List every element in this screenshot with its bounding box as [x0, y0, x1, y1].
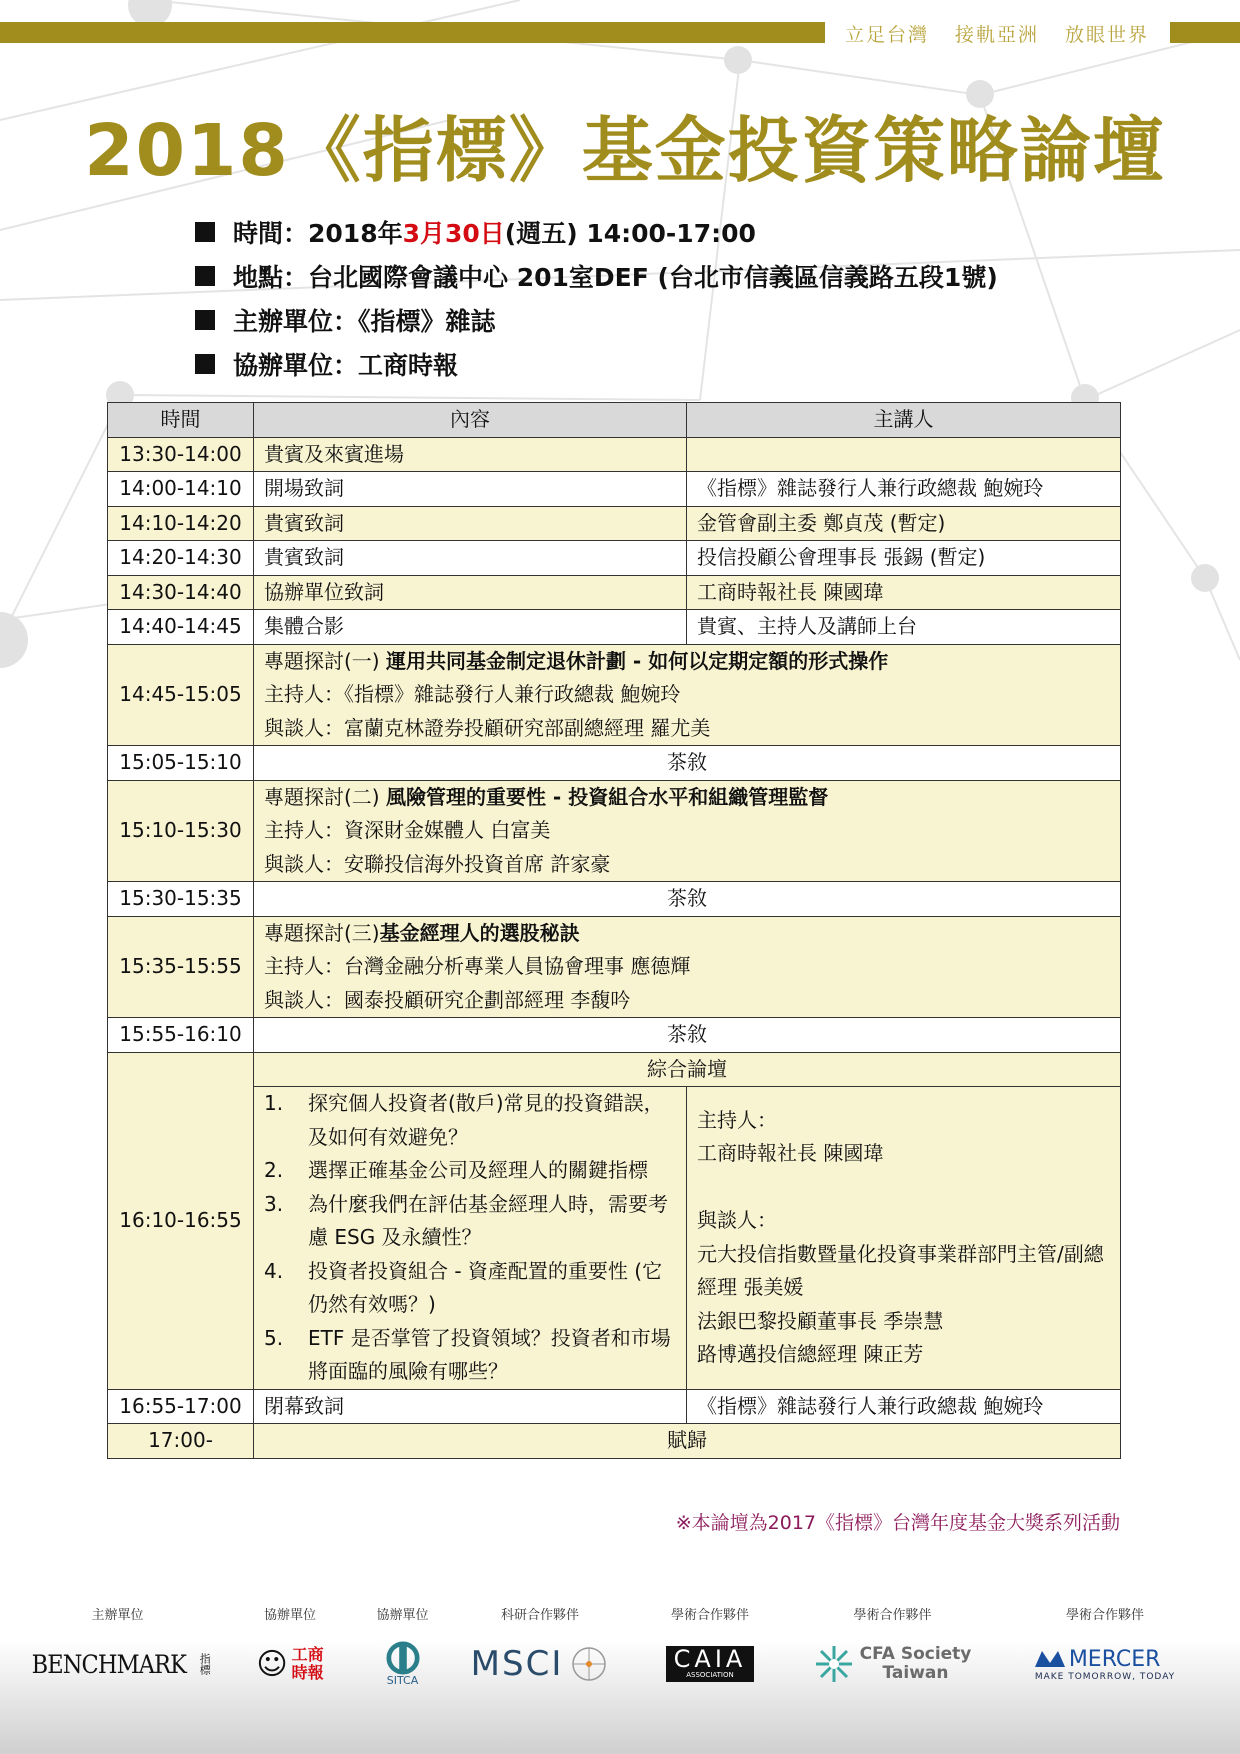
row-time: 16:55-17:00 — [108, 1389, 254, 1424]
table-row-break — [108, 746, 1121, 781]
panel-2-panelist: 與談人：安聯投信海外投資首席 許家豪 — [264, 851, 611, 876]
square-bullet-icon — [195, 266, 215, 286]
header-content: 內容 — [254, 403, 687, 438]
forum-host: 工商時報社長 陳國瑋 — [697, 1141, 884, 1166]
panel-3-host: 主持人：台灣金融分析專業人員協會理事 應德輝 — [264, 954, 691, 978]
partner-ctee — [240, 1605, 340, 1687]
table-row — [108, 541, 1121, 576]
msci-logo — [460, 1641, 620, 1687]
panel-2-topic — [264, 781, 1110, 815]
panel-prefix: 專題探討(三) — [264, 920, 380, 945]
partner-mercer — [1005, 1605, 1205, 1687]
row-content: 貴賓及來賓進場 — [254, 437, 687, 472]
table-row-panel-3 — [108, 916, 1121, 1018]
logo-text: BENCHMARK — [31, 1649, 186, 1679]
partner-msci — [460, 1605, 620, 1687]
table-row-closing — [108, 1389, 1121, 1424]
table-row-forum-body — [108, 1087, 1121, 1390]
row-time: 15:35-15:55 — [108, 916, 254, 1018]
square-bullet-icon — [195, 310, 215, 330]
table-row-panel-1 — [108, 644, 1121, 746]
table-row-break — [108, 882, 1121, 917]
row-content: 貴賓致詞 — [254, 506, 687, 541]
time-date: 3月30日 — [402, 219, 505, 248]
question-text: 探究個人投資者(散戶)常見的投資錯誤，及如何有效避免？ — [308, 1091, 664, 1149]
row-speaker: 《指標》雜誌發行人兼行政總裁 鮑婉玲 — [687, 472, 1121, 507]
panel-topic: 運用共同基金制定退休計劃 - 如何以定期定額的形式操作 — [385, 648, 889, 673]
panel-1-host: 主持人：《指標》雜誌發行人兼行政總裁 鮑婉玲 — [264, 682, 681, 706]
mercer-block — [1035, 1647, 1175, 1682]
info-time — [195, 210, 1095, 254]
cfa-starburst-icon — [814, 1644, 854, 1684]
partner-sitca — [360, 1605, 445, 1687]
partner-role: 協辦單位 — [376, 1608, 429, 1623]
partner-role: 學術合作夥伴 — [1065, 1608, 1144, 1623]
logo-subtext: ASSOCIATION — [686, 1671, 734, 1679]
info-organizer — [195, 298, 1095, 342]
panel-prefix: 專題探討(一) — [264, 648, 386, 673]
forum-panel-label: 與談人： — [697, 1208, 777, 1233]
panel-topic: 基金經理人的選股秘訣 — [379, 920, 580, 945]
forum-questions — [254, 1087, 687, 1390]
row-content: 貴賓致詞 — [254, 541, 687, 576]
forum-host-label: 主持人： — [697, 1107, 777, 1132]
co-organizer-text: 協辦單位：工商時報 — [233, 351, 459, 380]
footnote: ※本論壇為2017《指標》台灣年度基金大獎系列活動 — [675, 1512, 1120, 1534]
partner-role: 科研合作夥伴 — [500, 1608, 579, 1623]
time-year: 2018年 — [308, 219, 403, 248]
mascot-icon: ☺ — [256, 1646, 288, 1682]
row-time: 14:30-14:40 — [108, 575, 254, 610]
break-label: 茶敘 — [254, 882, 1121, 917]
break-label: 茶敘 — [254, 1018, 1121, 1053]
panel-2-cell — [254, 780, 1121, 882]
partner-benchmark — [30, 1605, 212, 1687]
logo-text: 工商 — [291, 1645, 324, 1664]
caia-box — [666, 1646, 755, 1682]
ctee-logo — [240, 1641, 340, 1687]
table-row-panel-2 — [108, 780, 1121, 882]
row-speaker: 金管會副主委 鄭貞茂 (暫定) — [687, 506, 1121, 541]
panel-3-panelist: 與談人：國泰投顧研究企劃部經理 李馥吟 — [264, 987, 631, 1012]
table-row — [108, 610, 1121, 645]
table-row-end — [108, 1424, 1121, 1459]
info-venue — [195, 254, 1095, 298]
list-item — [264, 1322, 676, 1389]
time-label: 時間： — [233, 219, 309, 248]
table-row — [108, 506, 1121, 541]
cfa-text — [860, 1645, 972, 1683]
question-number: 1. — [264, 1091, 284, 1115]
partner-role: 主辦單位 — [91, 1608, 144, 1623]
logo-subtext: MAKE TOMORROW, TODAY — [1034, 1671, 1176, 1682]
logo-text: CAIA — [673, 1645, 747, 1673]
time-hours: (週五) 14:00-17:00 — [504, 219, 756, 248]
header-bar-left — [0, 22, 825, 43]
mercer-logo — [1005, 1641, 1205, 1687]
table-row — [108, 437, 1121, 472]
partner-logos — [0, 1605, 1240, 1715]
row-content: 閉幕致詞 — [254, 1389, 687, 1424]
venue-text: 地點：台北國際會議中心 201室DEF (台北市信義區信義路五段1號) — [233, 263, 998, 292]
panel-2-host: 主持人：資深財金媒體人 白富美 — [264, 818, 551, 842]
row-time: 16:10-16:55 — [108, 1052, 254, 1389]
table-row — [108, 575, 1121, 610]
table-header-row — [108, 403, 1121, 438]
logo-text: MSCI — [470, 1644, 564, 1684]
logo-text: SITCA — [386, 1674, 419, 1687]
logo-subtext: 指標 — [198, 1653, 212, 1675]
list-item — [264, 1087, 676, 1154]
forum-panelist: 元大投信指數暨量化投資事業群部門主管/副總經理 張美媛 — [697, 1241, 1104, 1300]
row-speaker: 貴賓、主持人及講師上台 — [687, 610, 1121, 645]
sitca-logo — [360, 1641, 445, 1687]
question-number: 4. — [264, 1258, 284, 1283]
logo-subtext: Taiwan — [882, 1663, 949, 1683]
row-content: 集體合影 — [254, 610, 687, 645]
partner-cfa — [800, 1605, 985, 1687]
forum-panelist: 法銀巴黎投顧董事長 季崇慧 — [697, 1308, 944, 1333]
row-time: 14:20-14:30 — [108, 541, 254, 576]
row-time: 14:45-15:05 — [108, 644, 254, 746]
header-time: 時間 — [108, 403, 254, 438]
slogan-part: 放眼世界 — [1065, 23, 1150, 46]
event-info — [195, 210, 1095, 386]
row-time: 14:10-14:20 — [108, 506, 254, 541]
row-time: 13:30-14:00 — [108, 437, 254, 472]
question-text: 選擇正確基金公司及經理人的關鍵指標 — [308, 1158, 648, 1182]
row-speaker: 《指標》雜誌發行人兼行政總裁 鮑婉玲 — [687, 1389, 1121, 1424]
question-text: 投資者投資組合 - 資產配置的重要性 (它仍然有效嗎？) — [308, 1258, 663, 1316]
info-co-organizer — [195, 342, 1095, 386]
partner-role: 學術合作夥伴 — [670, 1608, 749, 1623]
list-item — [264, 1154, 676, 1188]
globe-icon — [569, 1644, 609, 1684]
table-row-forum — [108, 1052, 1121, 1087]
row-speaker: 投信投顧公會理事長 張錫 (暫定) — [687, 541, 1121, 576]
forum-title: 綜合論壇 — [254, 1052, 1121, 1087]
row-time: 14:40-14:45 — [108, 610, 254, 645]
question-text: ETF 是否掌管了投資領域？投資者和市場將面臨的風險有哪些？ — [308, 1325, 671, 1383]
header-bar-right — [1170, 22, 1240, 43]
panel-prefix: 專題探討(二) — [264, 784, 386, 809]
spacer — [697, 1171, 1110, 1205]
organizer-text: 主辦單位：《指標》雜誌 — [233, 307, 496, 336]
forum-speakers — [687, 1087, 1121, 1390]
schedule-table — [107, 402, 1121, 1459]
panel-3-cell — [254, 916, 1121, 1018]
cfa-logo — [800, 1641, 985, 1687]
benchmark-logo — [30, 1641, 212, 1687]
question-list — [264, 1087, 676, 1389]
slogan-part: 立足台灣 — [845, 23, 930, 46]
panel-1-cell — [254, 644, 1121, 746]
logo-text: CFA Society — [859, 1644, 972, 1664]
list-item — [264, 1188, 676, 1255]
slogan — [845, 20, 1165, 46]
mercer-mark-icon — [1035, 1651, 1065, 1667]
caia-logo — [655, 1641, 765, 1687]
question-text: 為什麼我們在評估基金經理人時，需要考慮 ESG 及永續性？ — [308, 1191, 668, 1249]
partner-role: 學術合作夥伴 — [853, 1608, 932, 1623]
table-row — [108, 472, 1121, 507]
row-time: 15:55-16:10 — [108, 1018, 254, 1053]
page-title: 2018《指標》基金投資策略論壇 — [84, 109, 1166, 192]
question-number: 2. — [264, 1158, 284, 1182]
break-label: 茶敘 — [254, 746, 1121, 781]
row-content: 協辦單位致詞 — [254, 575, 687, 610]
panel-1-panelist: 與談人：富蘭克林證券投顧研究部副總經理 羅尤美 — [264, 715, 711, 740]
square-bullet-icon — [195, 222, 215, 242]
slogan-part: 接軌亞洲 — [955, 23, 1040, 46]
row-time: 15:05-15:10 — [108, 746, 254, 781]
logo-text: MERCER — [1068, 1646, 1161, 1672]
table-row-break — [108, 1018, 1121, 1053]
end-label: 賦歸 — [254, 1424, 1121, 1459]
row-time: 15:30-15:35 — [108, 882, 254, 917]
panel-3-topic — [264, 917, 1110, 951]
logo-subtext: 時報 — [291, 1663, 324, 1682]
list-item — [264, 1255, 676, 1322]
partner-caia — [655, 1605, 765, 1687]
forum-panelist: 路博邁投信總經理 陳正芳 — [697, 1342, 924, 1367]
square-bullet-icon — [195, 354, 215, 374]
row-time: 14:00-14:10 — [108, 472, 254, 507]
panel-1-topic — [264, 645, 1110, 679]
question-number: 5. — [264, 1325, 284, 1350]
sitca-emblem-icon — [383, 1641, 423, 1675]
row-speaker — [687, 437, 1121, 472]
header-speaker: 主講人 — [687, 403, 1121, 438]
row-speaker: 工商時報社長 陳國瑋 — [687, 575, 1121, 610]
mercer-row — [1035, 1647, 1175, 1672]
row-time: 15:10-15:30 — [108, 780, 254, 882]
partner-role: 協辦單位 — [263, 1608, 316, 1623]
row-content: 開場致詞 — [254, 472, 687, 507]
panel-topic: 風險管理的重要性 - 投資組合水平和組織管理監督 — [385, 784, 829, 809]
logo-text-block — [292, 1646, 324, 1682]
row-time: 17:00- — [108, 1424, 254, 1459]
question-number: 3. — [264, 1191, 284, 1216]
